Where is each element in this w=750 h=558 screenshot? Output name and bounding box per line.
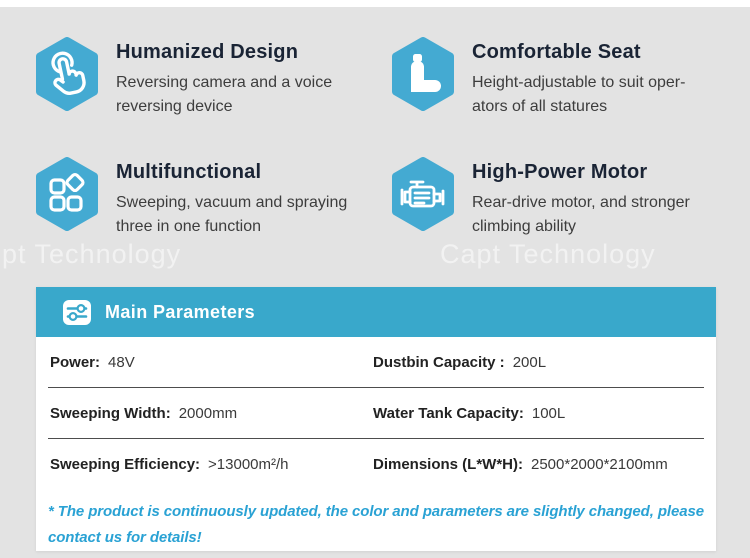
feature-multifunctional [33, 157, 347, 239]
param-row-2 [36, 388, 716, 438]
feature-description-line1: Height-adjustable to suit oper- [472, 74, 686, 91]
feature-description-line1: Sweeping, vacuum and spraying [116, 194, 348, 211]
feature-description-line2: ators of all statures [472, 98, 608, 115]
param-label: Dustbin Capacity : [373, 353, 505, 371]
hexagon-badge [33, 157, 101, 231]
main-parameters-title: Main Parameters [105, 301, 256, 322]
param-value: 2500*2000*2100mm [531, 455, 668, 473]
param-dimensions [373, 456, 668, 473]
feature-description-line2: reversing device [116, 98, 233, 115]
seat-icon [399, 48, 447, 100]
feature-description-line2: three in one function [116, 218, 261, 235]
param-label: Dimensions (L*W*H): [373, 455, 523, 473]
param-dustbin-capacity [373, 354, 546, 371]
hexagon-badge [389, 37, 457, 111]
feature-description-line1: Rear-drive motor, and stronger [472, 194, 690, 211]
feature-description [116, 191, 347, 239]
feature-title: Comfortable Seat [472, 41, 641, 63]
feature-high-power-motor [389, 157, 690, 239]
param-value: 200L [512, 353, 547, 371]
param-label: Sweeping Efficiency: [50, 455, 201, 473]
main-parameters-header [36, 287, 716, 337]
hexagon-badge [33, 37, 101, 111]
feature-humanized-design [33, 37, 332, 119]
feature-title: High-Power Motor [472, 161, 648, 183]
param-value: 100L [531, 404, 566, 422]
sliders-icon [63, 300, 91, 325]
param-row-3 [36, 439, 716, 489]
hexagon-badge [389, 157, 457, 231]
disclaimer-note [48, 499, 704, 551]
engine-icon [397, 170, 449, 218]
param-value: >13000m²/h [208, 455, 289, 473]
param-power [50, 354, 373, 371]
watermark-right: Capt Technology [440, 239, 656, 269]
feature-comfortable-seat [389, 37, 685, 119]
feature-description [472, 71, 685, 119]
disclaimer-line2: contact us for details! [48, 529, 202, 546]
main-parameters-card [36, 287, 716, 551]
param-value: 2000mm [178, 404, 238, 422]
feature-title: Humanized Design [116, 41, 299, 63]
feature-description-line1: Reversing camera and a voice [116, 74, 333, 91]
param-label: Water Tank Capacity: [373, 404, 524, 422]
param-water-tank-capacity [373, 405, 565, 422]
param-sweeping-efficiency [50, 456, 373, 473]
feature-title: Multifunctional [116, 161, 262, 183]
param-label: Power: [50, 353, 101, 371]
param-label: Sweeping Width: [50, 404, 171, 422]
feature-description [472, 191, 690, 239]
watermark-left: pt Technology [2, 239, 182, 269]
param-sweeping-width [50, 405, 373, 422]
apps-grid-icon [43, 168, 91, 220]
tap-gesture-icon [43, 48, 91, 100]
param-value: 48V [108, 353, 135, 371]
feature-description-line2: climbing ability [472, 218, 577, 235]
feature-description [116, 71, 332, 119]
top-white-strip [0, 0, 750, 7]
param-row-1 [36, 337, 716, 387]
disclaimer-line1: * The product is continuously updated, the color and parameters are slightly changed, please [48, 503, 704, 520]
